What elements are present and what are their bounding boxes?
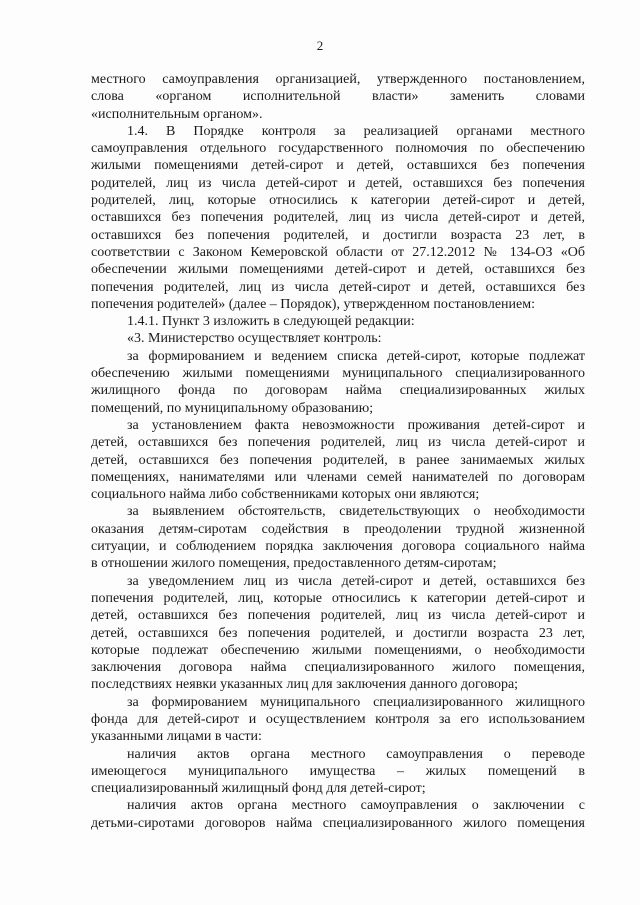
document-text-line: фонда для детей-сирот и осуществлением контроля за его использованием <box>91 711 585 727</box>
document-text-line: жилыми помещениями детей-сирот и детей, оставшихся без попечения <box>91 158 585 174</box>
document-text-line: детей, оставшихся без попечения родителей, и достигли возраста 23 лет, <box>91 625 585 641</box>
document-text-line: помещениях, нанимателями или членами семей нанимателей по договорам <box>91 469 585 485</box>
document-text-line: оставшихся без попечения родителей, и достигли возраста 23 лет, в <box>91 227 585 243</box>
document-text-line: 1.4. В Порядке контроля за реализацией органами местного <box>127 123 585 139</box>
document-text-line: самоуправления отдельного государственного полномочия по обеспечению <box>91 141 585 157</box>
document-text-line: заключения договора найма специализированного жилого помещения, <box>91 660 585 676</box>
document-text-line: специализированный жилищный фонд для детей-сирот; <box>91 781 426 797</box>
document-text-line: оставшихся без попечения родителей, лиц из числа детей-сирот и детей, <box>91 210 585 226</box>
document-text-line: оказания детям-сиротам содействия в преодолении трудной жизненной <box>91 521 585 537</box>
document-text-line: имеющегося муниципального имущества – жилых помещений в <box>91 763 585 779</box>
document-text-line: социального найма либо собственниками которых они являются; <box>91 487 480 503</box>
document-text-line: обеспечении жилыми помещениями детей-сирот и детей, оставшихся без <box>91 262 585 278</box>
document-text-line: родителей, лиц, которые относились к категории детей-сирот и детей, <box>91 193 585 209</box>
document-body <box>91 71 585 832</box>
document-text-line: детей, оставшихся без попечения родителей, в ранее занимаемых жилых <box>91 452 585 468</box>
document-text-line: местного самоуправления организацией, утвержденного постановлением, <box>91 72 585 87</box>
document-text-line: указанными лицами в части: <box>91 729 262 745</box>
document-text-line: за уведомлением лиц из числа детей-сирот и детей, оставшихся без <box>127 573 585 589</box>
document-text-line: «исполнительным органом». <box>91 106 263 122</box>
document-text-line: слова «органом исполнительной власти» заменить словами <box>91 89 585 105</box>
document-text-line: наличия актов органа местного самоуправления о заключении с <box>127 798 585 814</box>
page-number: 2 <box>316 38 324 53</box>
document-text-line: ситуации, и соблюдением порядка заключения договора социального найма <box>91 539 585 555</box>
document-text-line: наличия актов органа местного самоуправления о переводе <box>127 746 585 762</box>
document-text-line: за формированием муниципального специализированного жилищного <box>127 694 585 710</box>
document-text-line: обеспечению жилыми помещениями муниципального специализированного <box>91 366 585 382</box>
document-text-line: детей, оставшихся без попечения родителей, лиц из числа детей-сирот и <box>91 608 585 624</box>
document-text-line: «3. Министерство осуществляет контроль: <box>127 331 382 347</box>
document-text-line: соответствии с Законом Кемеровской области от 27.12.2012 № 134-ОЗ «Об <box>91 244 585 260</box>
document-text-line: попечения родителей» (далее – Порядок), утвержденном постановлением: <box>91 296 536 312</box>
document-text-line: за формированием и ведением списка детей-сирот, которые подлежат <box>127 348 585 364</box>
document-text-line: за установлением факта невозможности проживания детей-сирот и <box>127 417 585 433</box>
document-text-line: за выявлением обстоятельств, свидетельствующих о необходимости <box>127 504 585 520</box>
document-text-line: родителей, лиц из числа детей-сирот и детей, оставшихся без попечения <box>91 175 585 191</box>
document-text-line: детьми-сиротами договоров найма специализированного жилого помещения <box>91 815 585 831</box>
document-text-line: попечения родителей, лиц, которые относились к категории детей-сирот и <box>91 590 585 606</box>
document-text-line: жилищного фонда по договорам найма специализированных жилых <box>91 383 585 399</box>
document-text-line: помещений, по муниципальному образованию; <box>91 400 374 416</box>
document-text-line: 1.4.1. Пункт 3 изложить в следующей редакции: <box>127 314 415 330</box>
document-text-line: в отношении жилого помещения, предоставленного детям-сиротам; <box>91 556 497 572</box>
document-text-line: которые подлежат обеспечению жилыми помещениями, о необходимости <box>91 642 585 658</box>
document-text-line: последствиях неявки указанных лиц для заключения данного договора; <box>91 677 519 693</box>
document-text-line: детей, оставшихся без попечения родителей, лиц из числа детей-сирот и <box>91 435 585 451</box>
document-text-line: попечения родителей, лиц из числа детей-сирот и детей, оставшихся без <box>91 279 585 295</box>
